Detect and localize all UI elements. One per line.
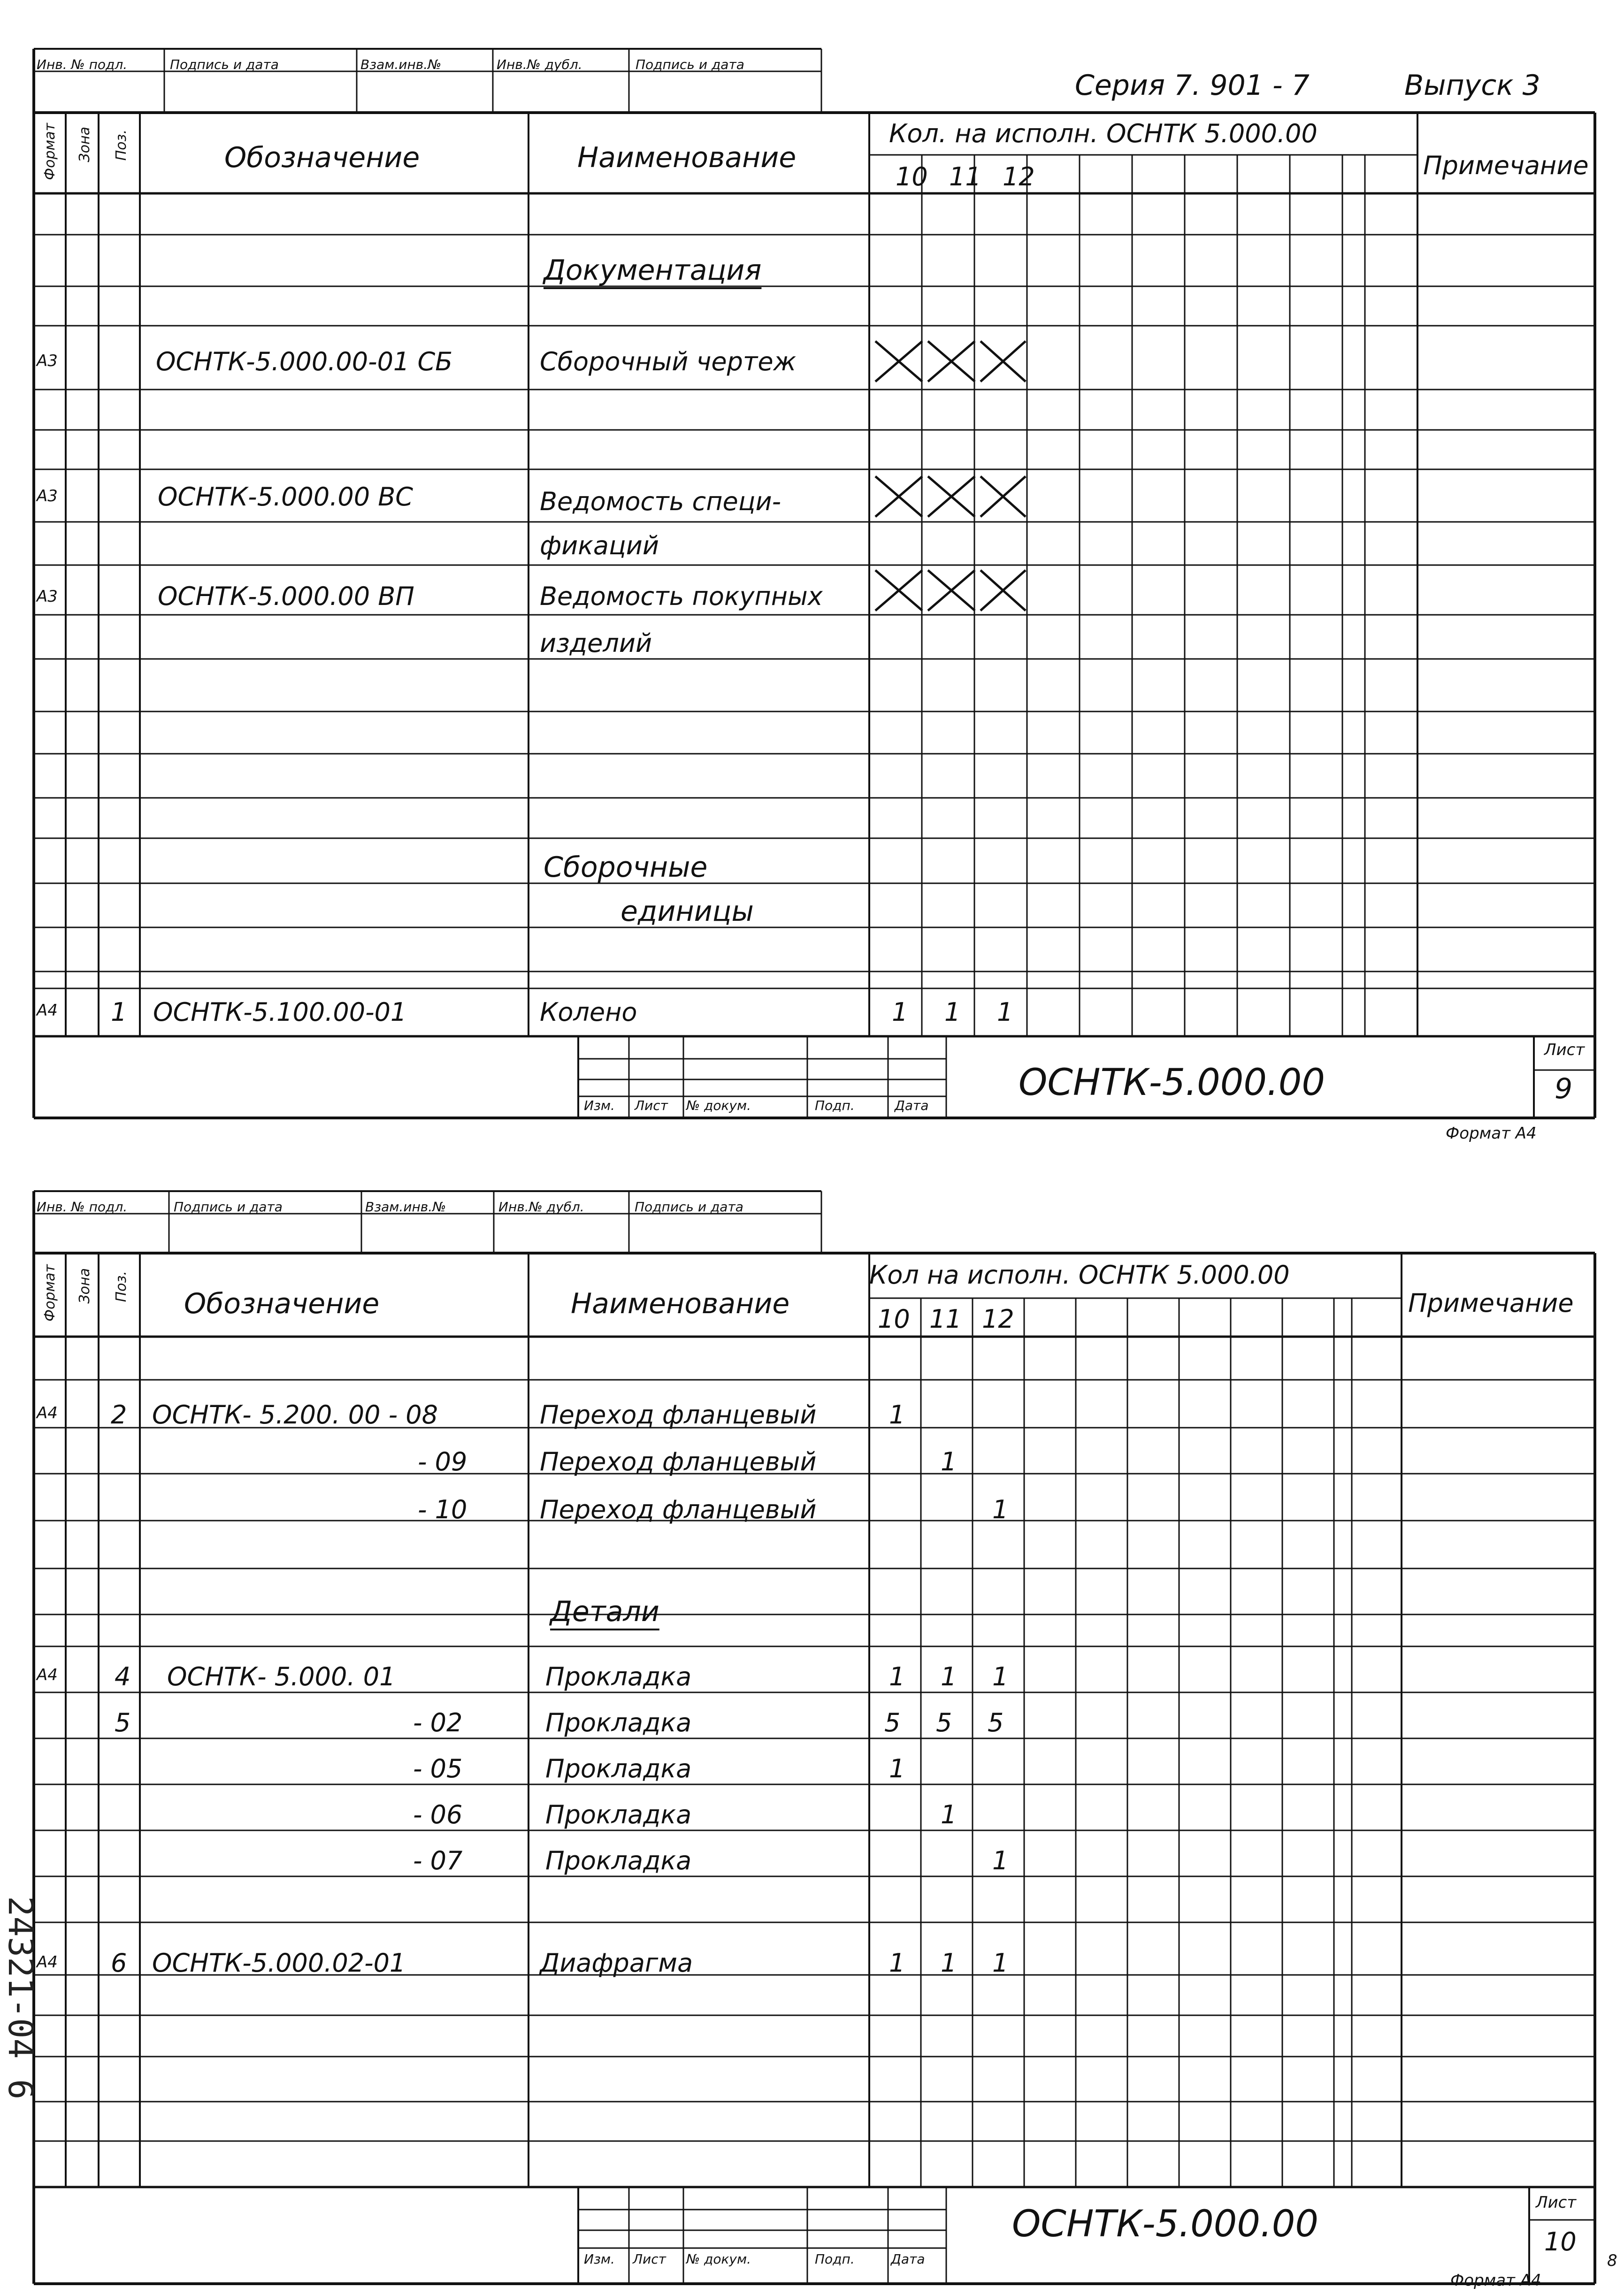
row-name: Колено <box>540 997 637 1027</box>
strip-vzam-inv: Взам.инв.№ <box>360 57 442 72</box>
col-variant-11: 11 <box>929 1304 962 1334</box>
col-zone: Зона <box>77 127 93 162</box>
col-note: Примечание <box>1408 1288 1574 1318</box>
row-name: Переход фланцевый <box>540 1495 817 1524</box>
row-designation: - 06 <box>413 1800 463 1829</box>
row-qty-10: 1 <box>889 1754 905 1783</box>
tb-label-izm: Изм. <box>584 2251 615 2267</box>
tb-doc-number: ОСНТК-5.000.00 <box>1019 1062 1325 1104</box>
row-heading-assembly-units-2: единицы <box>620 895 754 928</box>
strip-inv-podl: Инв. № подл. <box>37 1199 128 1215</box>
row-qty-10: 1 <box>889 1948 905 1978</box>
row-qty-11: 5 <box>936 1708 952 1737</box>
row-format: А4 <box>37 1666 58 1684</box>
tb-label-list: Лист <box>633 2251 666 2267</box>
row-format: А4 <box>37 1404 58 1423</box>
row-name: Прокладка <box>545 1800 692 1829</box>
col-variant-10: 10 <box>896 162 928 191</box>
col-variant-10: 10 <box>878 1304 910 1334</box>
row-qty-12: 5 <box>988 1708 1004 1737</box>
row-designation: - 10 <box>418 1495 467 1524</box>
row-designation: - 07 <box>413 1846 463 1875</box>
row-heading-details: Детали <box>550 1595 659 1628</box>
row-qty-12: 1 <box>997 997 1013 1027</box>
tb-doc-number: ОСНТК-5.000.00 <box>1012 2203 1319 2245</box>
row-name: Переход фланцевый <box>540 1447 817 1476</box>
col-qty-title: Кол на исполн. ОСНТК 5.000.00 <box>869 1260 1290 1290</box>
row-position: 4 <box>115 1662 131 1691</box>
strip-signature-date: Подпись и дата <box>170 57 279 72</box>
row-designation: ОСНТК-5.000.00-01 СБ <box>156 347 453 376</box>
row-designation: ОСНТК- 5.000. 01 <box>167 1662 396 1691</box>
col-pos: Поз. <box>113 1271 130 1302</box>
row-heading-assembly-units: Сборочные <box>544 851 708 884</box>
tb-label-izm: Изм. <box>584 1098 615 1113</box>
tb-label-sign: Подп. <box>815 2251 855 2267</box>
row-position: 6 <box>111 1948 127 1978</box>
row-designation: - 05 <box>413 1754 463 1783</box>
x-mark-row-1 <box>873 339 1028 384</box>
tb-sheet-number: 10 <box>1544 2227 1577 2257</box>
row-qty-10: 1 <box>892 997 908 1027</box>
row-qty-12: 1 <box>992 1846 1009 1875</box>
row-name: Ведомость покупных <box>540 581 823 611</box>
row-name: Переход фланцевый <box>540 1400 817 1430</box>
row-designation: ОСНТК-5.100.00-01 <box>153 997 407 1027</box>
tb-label-doc: № докум. <box>686 1098 751 1113</box>
row-name: Прокладка <box>545 1754 692 1783</box>
col-qty-title: Кол. на исполн. ОСНТК 5.000.00 <box>889 119 1318 148</box>
row-position: 2 <box>111 1400 127 1430</box>
tb-label-date: Дата <box>895 1098 929 1113</box>
col-variant-12: 12 <box>982 1304 1014 1334</box>
row-designation: - 09 <box>418 1447 467 1476</box>
tb-label-doc: № докум. <box>686 2251 751 2267</box>
col-zone: Зона <box>77 1268 93 1304</box>
row-qty-10: 1 <box>889 1400 905 1430</box>
row-qty-11: 1 <box>941 1800 957 1829</box>
row-qty-12: 1 <box>992 1495 1009 1524</box>
row-qty-11: 1 <box>941 1948 957 1978</box>
tb-label-date: Дата <box>891 2251 925 2267</box>
row-name: Прокладка <box>545 1846 692 1875</box>
row-qty-10: 1 <box>889 1662 905 1691</box>
strip-inv-dubl: Инв.№ дубл. <box>498 1199 584 1215</box>
strip-signature-date-2: Подпись и дата <box>636 57 744 72</box>
col-variant-11: 11 <box>949 162 981 191</box>
row-qty-12: 1 <box>992 1662 1009 1691</box>
row-name: изделий <box>540 628 652 658</box>
row-heading-documentation: Документация <box>544 254 762 287</box>
row-name: фикаций <box>540 531 659 560</box>
row-name: Диафрагма <box>540 1948 693 1978</box>
strip-signature-date: Подпись и дата <box>174 1199 283 1215</box>
row-name: Прокладка <box>545 1708 692 1737</box>
row-position: 1 <box>111 997 127 1027</box>
row-qty-12: 1 <box>992 1948 1009 1978</box>
col-format: Формат <box>42 123 58 180</box>
row-qty-11: 1 <box>944 997 961 1027</box>
col-pos: Поз. <box>113 130 130 161</box>
strip-inv-dubl: Инв.№ дубл. <box>497 57 582 72</box>
col-designation: Обозначение <box>224 141 420 174</box>
tb-sheet-number: 9 <box>1555 1072 1573 1105</box>
col-note: Примечание <box>1423 151 1589 180</box>
tb-sheet-label: Лист <box>1536 2193 1577 2212</box>
row-qty-11: 1 <box>941 1662 957 1691</box>
row-designation: ОСНТК-5.000.00 ВС <box>158 482 414 512</box>
row-qty-10: 5 <box>884 1708 901 1737</box>
tb-sheet-label: Лист <box>1544 1040 1585 1059</box>
x-mark-row-3 <box>873 568 1028 613</box>
x-mark-row-2 <box>873 474 1028 519</box>
row-format: А3 <box>37 487 58 505</box>
issue-label: Выпуск 3 <box>1404 69 1540 102</box>
row-position: 5 <box>115 1708 131 1737</box>
row-designation: ОСНТК-5.000.02-01 <box>152 1948 406 1978</box>
row-format: А3 <box>37 352 58 370</box>
col-variant-12: 12 <box>1003 162 1035 191</box>
strip-signature-date-2: Подпись и дата <box>635 1199 743 1215</box>
row-format: А4 <box>37 1953 58 1972</box>
format-caption: Формат А4 <box>1450 2271 1541 2290</box>
margin-stamp: 24321-04 6 <box>1 1896 40 2100</box>
col-format: Формат <box>42 1264 58 1322</box>
row-format: А4 <box>37 1001 58 1020</box>
row-designation: - 02 <box>413 1708 463 1737</box>
col-name: Наименование <box>577 141 797 174</box>
row-designation: ОСНТК-5.000.00 ВП <box>158 581 414 611</box>
col-designation: Обозначение <box>184 1287 380 1320</box>
row-format: А3 <box>37 587 58 606</box>
corner-mark: 8 <box>1607 2251 1617 2270</box>
row-name: Ведомость специ- <box>540 487 781 516</box>
strip-inv-podl: Инв. № подл. <box>37 57 128 72</box>
row-designation: ОСНТК- 5.200. 00 - 08 <box>152 1400 438 1430</box>
tb-label-sign: Подп. <box>815 1098 855 1113</box>
format-caption: Формат А4 <box>1446 1124 1537 1143</box>
row-qty-11: 1 <box>941 1447 957 1476</box>
series-label: Серия 7. 901 - 7 <box>1075 69 1310 102</box>
strip-vzam-inv: Взам.инв.№ <box>365 1199 446 1215</box>
row-name: Сборочный чертеж <box>540 347 797 376</box>
tb-label-list: Лист <box>635 1098 668 1113</box>
row-name: Прокладка <box>545 1662 692 1691</box>
col-name: Наименование <box>571 1287 790 1320</box>
